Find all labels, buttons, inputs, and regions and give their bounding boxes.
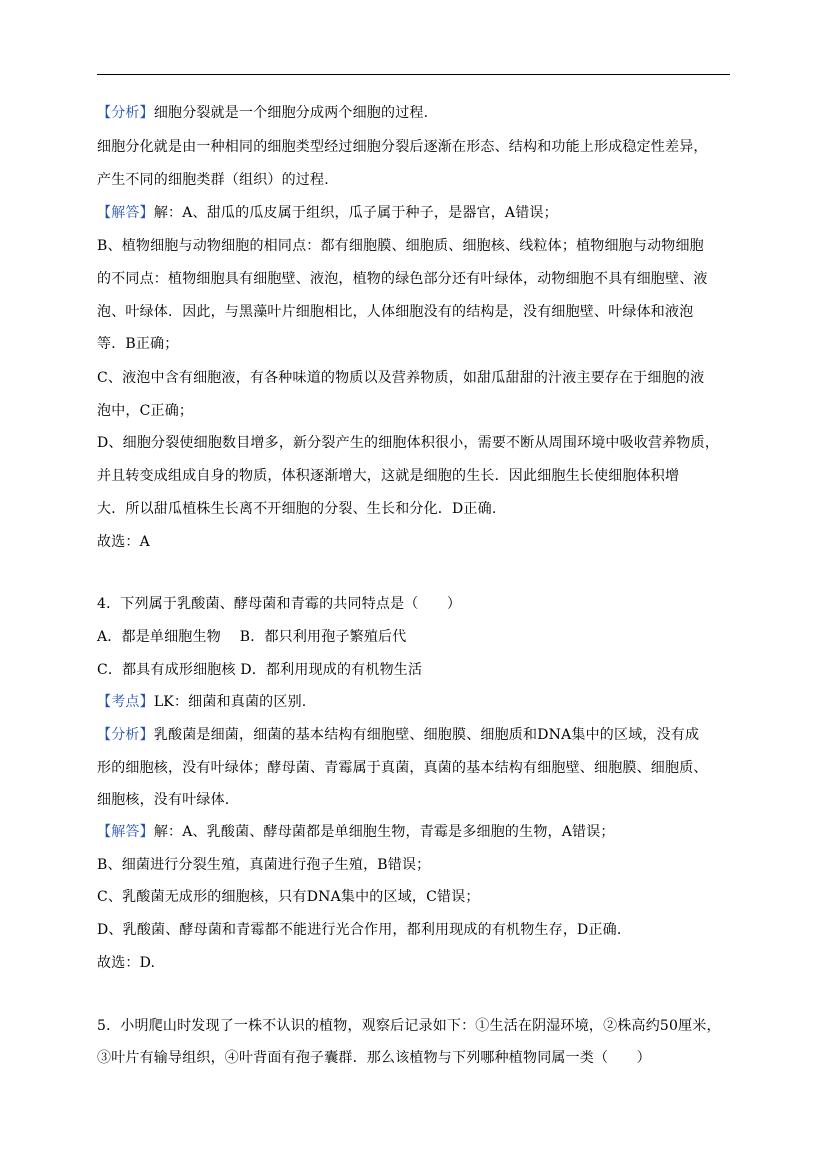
q4-option-c: C、乳酸菌无成形的细胞核，只有DNA集中的区域，C错误； <box>97 889 480 905</box>
q4-option-b: B、细菌进行分裂生殖，真菌进行孢子生殖，B错误； <box>97 857 431 873</box>
solution-tag: 【解答】 <box>97 824 154 840</box>
q3-option-c-line-2: 泡中，C正确； <box>97 403 194 419</box>
q3-option-d-line-1: D、细胞分裂使细胞数目增多，新分裂产生的细胞体积很小，需要不断从周围环境中吸收营养物质， <box>97 435 720 451</box>
q4-analysis-line-2: 形的细胞核，没有叶绿体；酵母菌、青霉属于真菌，真菌的基本结构有细胞壁、细胞膜、细胞质、 <box>97 760 708 776</box>
q3-option-d-line-2: 并且转变成组成自身的物质，体积逐渐增大，这就是细胞的生长．因此细胞生长使细胞体积增 <box>97 468 680 484</box>
header-rule <box>97 74 730 75</box>
q3-analysis-line-3: 产生不同的细胞类群（组织）的过程. <box>97 172 329 188</box>
q4-solution-line-1: 【解答】解：A、乳酸菌、酵母菌都是单细胞生物，青霉是多细胞的生物，A错误； <box>97 824 615 840</box>
test-point-tag: 【考点】 <box>97 694 154 710</box>
q4-analysis-line-3: 细胞核，没有叶绿体. <box>97 792 230 808</box>
q3-option-c-line-1: C、液泡中含有细胞液，有各种味道的物质以及营养物质，如甜瓜甜甜的汁液主要存在于细胞的液 <box>97 370 705 386</box>
q5-question-line-1: 5．小明爬山时发现了一株不认识的植物，观察后记录如下：①生活在阴湿环境，②株高约50厘米， <box>97 1018 721 1034</box>
q3-analysis-line-1: 【分析】细胞分裂就是一个细胞分成两个细胞的过程. <box>97 105 429 121</box>
q4-option-d: D、乳酸菌、酵母菌和青霉都不能进行光合作用，都利用现成的有机物生存，D正确. <box>97 922 622 938</box>
q3-option-b-line-1: B、植物细胞与动物细胞的相同点：都有细胞膜、细胞质、细胞核、线粒体；植物细胞与动物细胞 <box>97 238 704 254</box>
q5-question-line-2: ③叶片有输导组织，④叶背面有孢子囊群．那么该植物与下列哪种植物同属一类（ ） <box>97 1050 651 1066</box>
q4-question: 4．下列属于乳酸菌、酵母菌和青霉的共同特点是（ ） <box>97 596 462 612</box>
q4-options-ab: A．都是单细胞生物 B．都只利用孢子繁殖后代 <box>97 629 407 645</box>
q3-option-b-line-3: 泡、叶绿体．因此，与黑藻叶片细胞相比，人体细胞没有的结构是，没有细胞壁、叶绿体和液泡 <box>97 304 694 320</box>
q4-answer: 故选：D. <box>97 955 156 971</box>
q3-answer: 故选：A <box>97 534 150 550</box>
analysis-tag: 【分析】 <box>97 105 154 121</box>
q3-option-d-line-3: 大．所以甜瓜植株生长离不开细胞的分裂、生长和分化．D正确. <box>97 501 497 517</box>
q3-option-b-line-2: 的不同点：植物细胞具有细胞壁、液泡，植物的绿色部分还有叶绿体，动物细胞不具有细胞壁、液 <box>97 271 708 287</box>
analysis-tag: 【分析】 <box>97 727 154 743</box>
q3-option-b-line-4: 等．B正确； <box>97 336 179 352</box>
solution-tag: 【解答】 <box>97 205 154 221</box>
q4-test-point: 【考点】LK：细菌和真菌的区别. <box>97 694 307 710</box>
q4-options-cd: C．都具有成形细胞核 D．都利用现成的有机物生活 <box>97 662 423 678</box>
q4-analysis-line-1: 【分析】乳酸菌是细菌，细菌的基本结构有细胞壁、细胞膜、细胞质和DNA集中的区域，没有成 <box>97 727 700 743</box>
q3-analysis-line-2: 细胞分化就是由一种相同的细胞类型经过细胞分裂后逐渐在形态、结构和功能上形成稳定性差异， <box>97 139 708 155</box>
q3-solution-line-1: 【解答】解：A、甜瓜的瓜皮属于组织，瓜子属于种子，是器官，A错误； <box>97 205 558 221</box>
